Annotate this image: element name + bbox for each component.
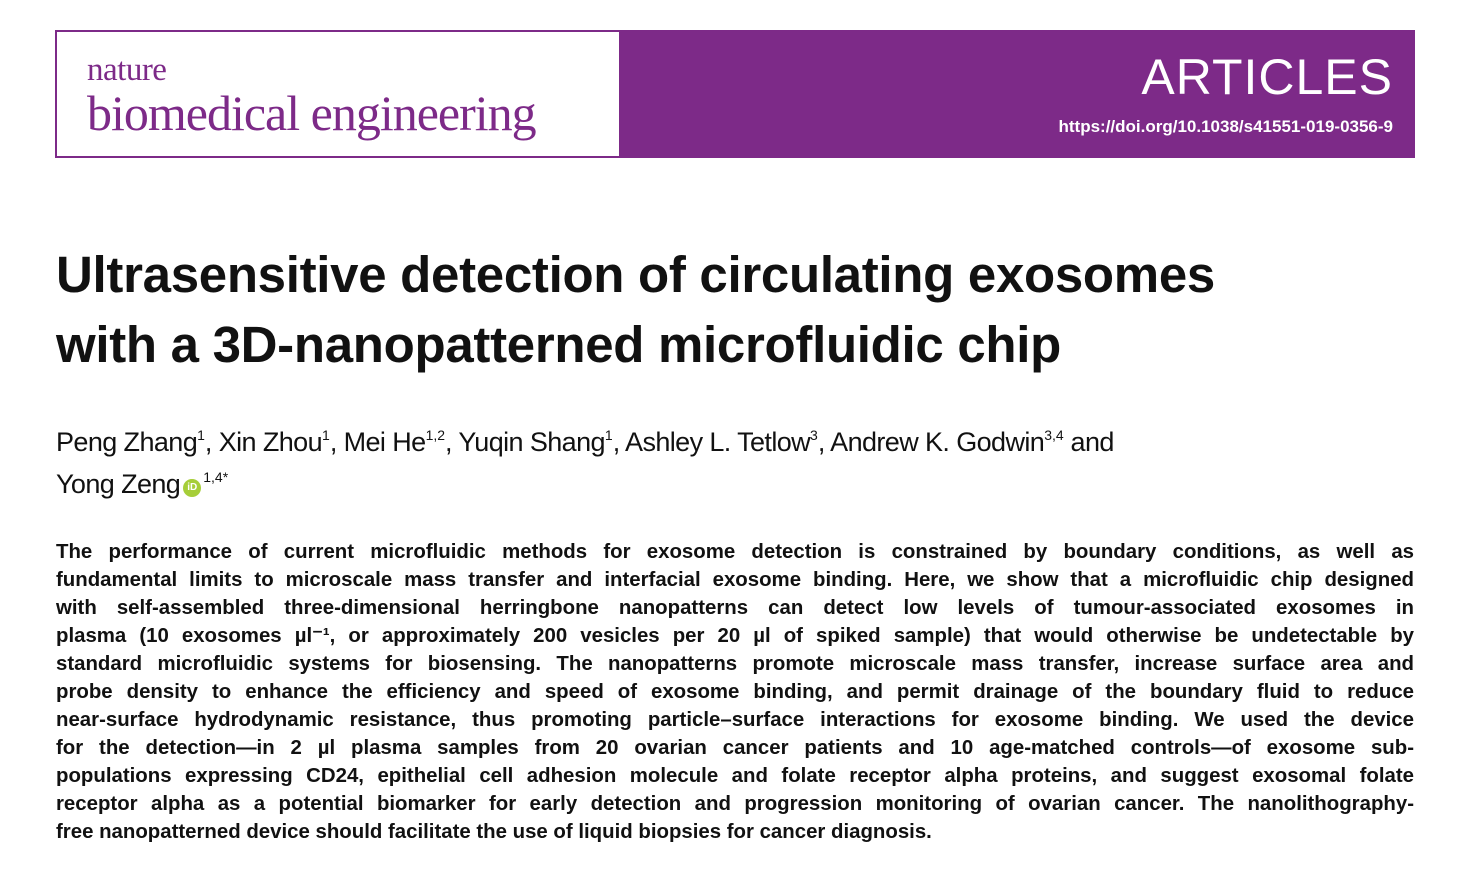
author-name[interactable]: Ashley L. Tetlow bbox=[625, 427, 811, 457]
section-label: ARTICLES bbox=[1141, 49, 1393, 105]
article-title-line: Ultrasensitive detection of circulating exosomes bbox=[56, 246, 1215, 303]
author-affiliation: 3,4 bbox=[1044, 427, 1064, 443]
abstract-line: free nanopatterned device should facilitate the use of liquid biopsies for cancer diagnosis. bbox=[56, 821, 932, 843]
author-affiliation: 1 bbox=[197, 427, 205, 443]
abstract-line: fundamental limits to microscale mass transfer and interfacial exosome binding. Here, we show that a microfluidic chip designed bbox=[56, 569, 1414, 591]
abstract-line: near-surface hydrodynamic resistance, thus promoting particle–surface interactions for exosome binding. We used the device bbox=[56, 709, 1414, 731]
journal-header bbox=[55, 30, 1415, 158]
abstract-line: populations expressing CD24, epithelial cell adhesion molecule and folate receptor alpha proteins, and suggest exosomal folate bbox=[56, 765, 1414, 787]
author-name[interactable]: Yong Zeng bbox=[56, 469, 181, 499]
author-affiliation: 1,2 bbox=[425, 427, 446, 443]
author-name[interactable]: Mei He bbox=[343, 427, 426, 457]
author-name[interactable]: Yuqin Shang bbox=[458, 427, 605, 457]
abstract-line: The performance of current microfluidic methods for exosome detection is constrained by boundary conditions, as well as bbox=[56, 541, 1414, 563]
abstract-line: probe density to enhance the efficiency and speed of exosome binding, and permit drainage of the boundary fluid to reduce bbox=[56, 681, 1414, 703]
abstract-line: for the detection—in 2 µl plasma samples from 20 ovarian cancer patients and 10 age-matched controls—of exosome sub- bbox=[56, 737, 1414, 759]
author-affiliation: 3 bbox=[810, 427, 818, 443]
abstract-line: receptor alpha as a potential biomarker for early detection and progression monitoring of ovarian cancer. The nanolithography- bbox=[56, 793, 1414, 815]
abstract-line: plasma (10 exosomes µl⁻¹, or approximately 200 vesicles per 20 µl of spiked sample) that would otherwise be undetectable by bbox=[56, 625, 1414, 647]
doi-link[interactable]: https://doi.org/10.1038/s41551-019-0356-9 bbox=[1058, 117, 1393, 136]
abstract-line: standard microfluidic systems for biosensing. The nanopatterns promote microscale mass transfer, increase surface area and bbox=[56, 653, 1414, 675]
abstract-line: with self-assembled three-dimensional herringbone nanopatterns can detect low levels of tumour-associated exosomes in bbox=[56, 597, 1414, 619]
author-line bbox=[56, 463, 1416, 505]
orcid-icon[interactable]: iD bbox=[183, 479, 201, 497]
author-name[interactable]: Xin Zhou bbox=[218, 427, 323, 457]
author-line bbox=[56, 421, 1416, 463]
author-separator: , bbox=[612, 427, 626, 457]
author-name[interactable]: Andrew K. Godwin bbox=[830, 427, 1045, 457]
author-separator: and bbox=[1063, 427, 1114, 457]
author-affiliation: 1 bbox=[604, 427, 613, 443]
author-separator: , bbox=[817, 427, 831, 457]
author-separator: , bbox=[445, 427, 459, 457]
author-list bbox=[56, 421, 1416, 505]
journal-name-line2: biomedical engineering bbox=[87, 85, 536, 141]
author-affiliation: 1,4* bbox=[203, 469, 229, 485]
journal-logo[interactable] bbox=[57, 32, 619, 156]
author-separator: , bbox=[329, 427, 344, 457]
journal-name-line1: nature bbox=[87, 52, 167, 88]
abstract bbox=[56, 538, 1414, 846]
article-title-line: with a 3D-nanopatterned microfluidic chip bbox=[56, 316, 1061, 373]
author-name[interactable]: Peng Zhang bbox=[56, 427, 198, 457]
author-separator: , bbox=[204, 427, 219, 457]
author-affiliation: 1 bbox=[322, 427, 330, 443]
article-title bbox=[56, 240, 1426, 380]
